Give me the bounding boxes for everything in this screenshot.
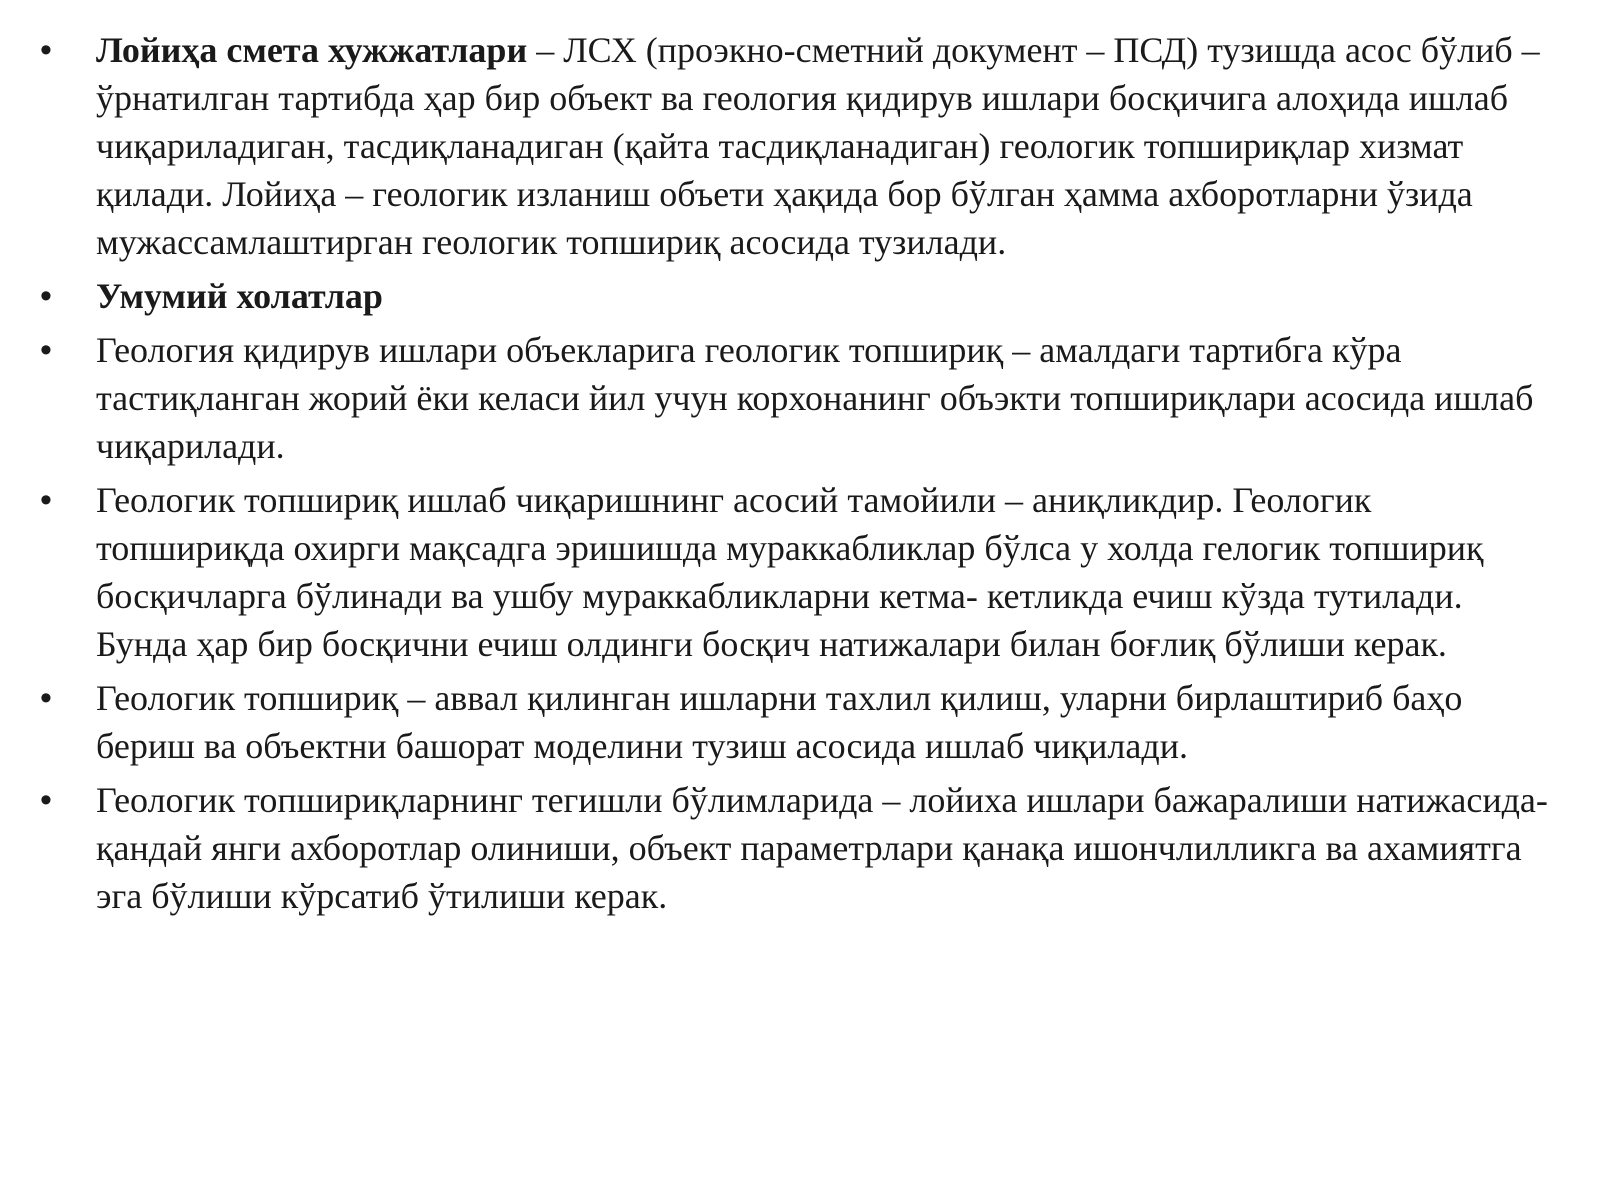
bullet-text: Геологик топшириқ ишлаб чиқаришнинг асосий тамойили – аниқликдир. Геологик топшириқда охирги мақсадга эришишда мураккабликлар бўлса у холда гелогик топшириқ босқичларга бўлинади ва ушбу мураккабликларни кетма- кетликда ечиш кўзда тутилади. Бунда ҳар бир босқични ечиш олдинги босқич натижалари билан боғлиқ бўлиши керак. bbox=[96, 480, 1484, 664]
bullet-icon: • bbox=[40, 331, 52, 369]
bullet-text: Геологик топшириқларнинг тегишли бўлимларида – лойиха ишлари бажаралиши натижасида-қандай янги ахборотлар олиниши, объект параметрлари қанақа ишончлилликга ва ахамиятга эга бўлиши кўрсатиб ўтилиши керак. bbox=[96, 780, 1548, 916]
bullet-list bbox=[40, 26, 1560, 920]
bullet-icon: • bbox=[40, 481, 52, 519]
bullet-text: Геологик топшириқ – аввал қилинган ишларни тахлил қилиш, уларни бирлаштириб баҳо бериш ва объектни башорат моделини тузиш асосида ишлаб чиқилади. bbox=[96, 678, 1463, 766]
bullet-text: Геология қидирув ишлари объекларига геологик топшириқ – амалдаги тартибга кўра тастиқланган жорий ёки келаси йил учун корхонанинг объэкти топшириқлари асосида ишлаб чиқарилади. bbox=[96, 330, 1534, 466]
bullet-item-general bbox=[40, 272, 1560, 320]
bullet-icon: • bbox=[40, 31, 52, 69]
bullet-text: – ЛСХ (проэкно-сметний документ – ПСД) тузишда асос бўлиб – ўрнатилган тартибда ҳар бир объект ва геология қидирув ишлари босқичига алоҳида ишлаб чиқариладиган, тасдиқланадиган (қайта тасдиқланадиган) геологик топшириқлар хизмат қилади. Лойиҳа – геологик изланиш объети ҳақида бор бўлган ҳамма ахборотларни ўзида мужассамлаштирган геологик топшириқ асосида тузилади. bbox=[96, 30, 1540, 262]
bullet-icon: • bbox=[40, 277, 52, 315]
bullet-item-principle bbox=[40, 476, 1560, 668]
section-heading: Умумий холатлар bbox=[96, 276, 383, 316]
bullet-item-analysis bbox=[40, 674, 1560, 770]
bullet-icon: • bbox=[40, 679, 52, 717]
bullet-item-objects bbox=[40, 326, 1560, 470]
bullet-item-sections bbox=[40, 776, 1560, 920]
bullet-icon: • bbox=[40, 781, 52, 819]
bullet-item-documents bbox=[40, 26, 1560, 266]
bullet-term: Лойиҳа смета хужжатлари bbox=[96, 30, 528, 70]
